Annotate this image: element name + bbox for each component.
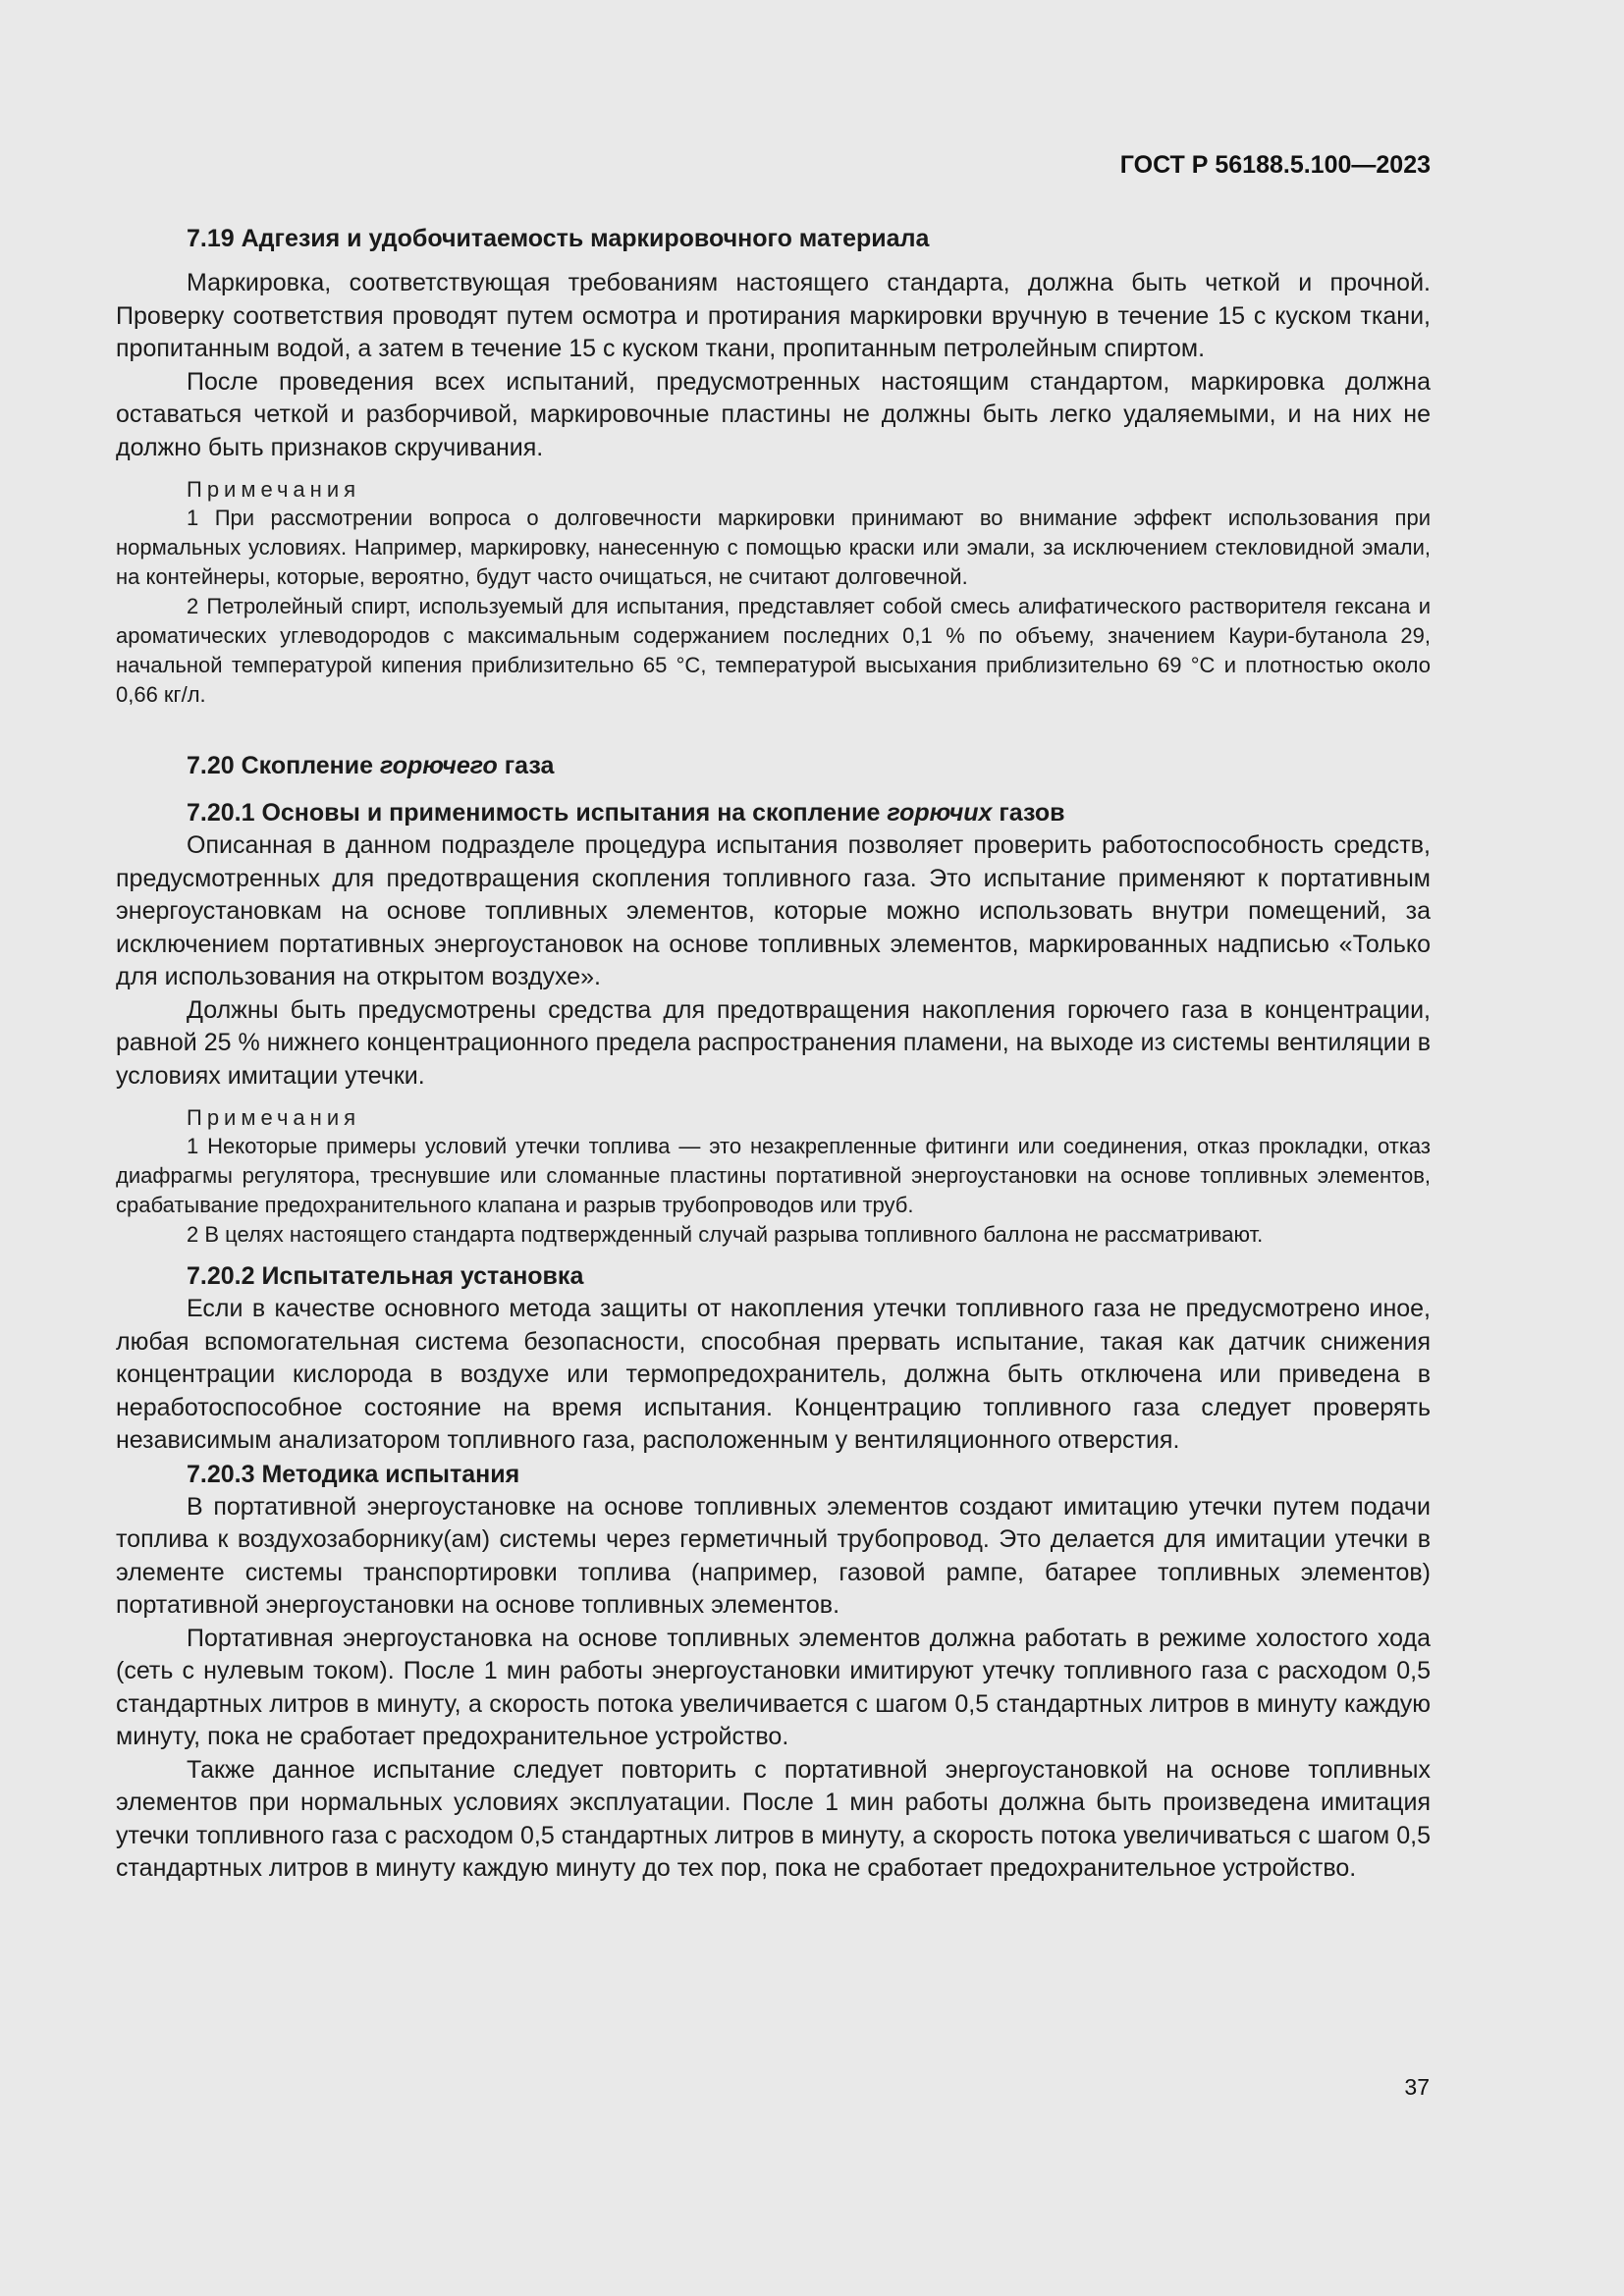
notes-label: Примечания bbox=[187, 1105, 361, 1130]
section-7-19-paragraph-1: Маркировка, соответствующая требованиям настоящего стандарта, должна быть четкой и прочной. Проверку соответствия проводят путем осмотра и протирания маркировки вручную в течение 15 с куском ткани, пропитанным водой, а затем в течение 15 с куском ткани, пропитанным петролейным спиртом. bbox=[116, 269, 1431, 362]
notes-label: Примечания bbox=[187, 477, 361, 502]
note-2: 2 Петролейный спирт, используемый для испытания, представляет собой смесь алифатического растворителя гексана и ароматических углеводородов с максимальным содержанием последних 0,1 % по объему, значением Каури-бутанола 29, начальной температурой кипения приблизительно 65 °С, температурой высыхания приблизительно 69 °С и плотностью около 0,66 кг/л. bbox=[116, 594, 1431, 707]
section-7-20-1-title: 7.20.1 Основы и применимость испытания на скопление горючих газов bbox=[187, 799, 1065, 827]
page-body bbox=[116, 222, 1431, 1886]
section-7-19-title: 7.19 Адгезия и удобочитаемость маркировочного материала bbox=[187, 225, 930, 252]
section-7-20-2-paragraph-1: Если в качестве основного метода защиты от накопления утечки топливного газа не предусмотрено иное, любая вспомогательная система безопасности, способная прервать испытание, такая как датчик снижения концентрации кислорода в воздухе или термопредохранитель, должна быть отключена или приведена в неработоспособное состояние на время испытания. Концентрацию топливного газа следует проверять независимым анализатором топливного газа, расположенным у вентиляционного отверстия. bbox=[116, 1295, 1431, 1454]
note-1: 1 Некоторые примеры условий утечки топлива — это незакрепленные фитинги или соединения, отказ прокладки, отказ диафрагмы регулятора, треснувшие или сломанные пластины портативной энергоустановки на основе топливных элементов, срабатывание предохранительного клапана и разрыв трубопроводов или труб. bbox=[116, 1134, 1431, 1217]
section-7-20-3-title: 7.20.3 Методика испытания bbox=[187, 1460, 520, 1488]
section-7-20-3-paragraph-1: В портативной энергоустановке на основе топливных элементов создают имитацию утечки путем подачи топлива к воздухозаборнику(ам) системы через герметичный трубопровод. Это делается для имитации утечки в элементе системы транспортировки топлива (например, газовой рампе, батарее топливных элементов) портативной энергоустановки на основе топливных элементов. bbox=[116, 1492, 1431, 1619]
section-7-20-title: 7.20 Скопление горючего газа bbox=[187, 752, 555, 779]
section-7-20-3-paragraph-2: Портативная энергоустановка на основе топливных элементов должна работать в режиме холостого хода (сеть с нулевым током). После 1 мин работы энергоустановки имитируют утечку топливного газа с расходом 0,5 стандартных литров в минуту, а скорость потока увеличивается с шагом 0,5 стандартных литров в минуту каждую минуту, пока не сработает предохранительное устройство. bbox=[116, 1624, 1431, 1750]
note-2: 2 В целях настоящего стандарта подтвержденный случай разрыва топливного баллона не рассматривают. bbox=[187, 1222, 1264, 1247]
section-7-20-1-paragraph-1: Описанная в данном подразделе процедура испытания позволяет проверить работоспособность средств, предусмотренных для предотвращения скопления топливного газа. Это испытание применяют к портативным энергоустановкам на основе топливных элементов, которые можно использовать внутри помещений, за исключением портативных энергоустановок на основе топливных элементов, маркированных надписью «Только для использования на открытом воздухе». bbox=[116, 831, 1431, 990]
document-id-header: ГОСТ Р 56188.5.100—2023 bbox=[1119, 151, 1431, 179]
section-7-19-paragraph-2: После проведения всех испытаний, предусмотренных настоящим стандартом, маркировка должна оставаться четкой и разборчивой, маркировочные пластины не должны быть легко удаляемыми, и на них не должно быть признаков скручивания. bbox=[116, 367, 1431, 461]
section-7-20-1-paragraph-2: Должны быть предусмотрены средства для предотвращения накопления горючего газа в концентрации, равной 25 % нижнего концентрационного предела распространения пламени, на выходе из системы вентиляции в условиях имитации утечки. bbox=[116, 995, 1431, 1090]
note-1: 1 При рассмотрении вопроса о долговечности маркировки принимают во внимание эффект использования при нормальных условиях. Например, маркировку, нанесенную с помощью краски или эмали, за исключением стекловидной эмали, на контейнеры, которые, вероятно, будут часто очищаться, не считают долговечной. bbox=[116, 506, 1431, 589]
page-number: 37 bbox=[1404, 2074, 1430, 2100]
section-7-20-2-title: 7.20.2 Испытательная установка bbox=[187, 1262, 584, 1290]
section-7-20-3-paragraph-3: Также данное испытание следует повторить с портативной энергоустановкой на основе топливных элементов при нормальных условиях эксплуатации. После 1 мин работы должна быть произведена имитация утечки топливного газа с расходом 0,5 стандартных литров в минуту, а скорость потока увеличиваться с шагом 0,5 стандартных литров в минуту каждую минуту до тех пор, пока не сработает предохранительное устройство. bbox=[116, 1755, 1431, 1882]
